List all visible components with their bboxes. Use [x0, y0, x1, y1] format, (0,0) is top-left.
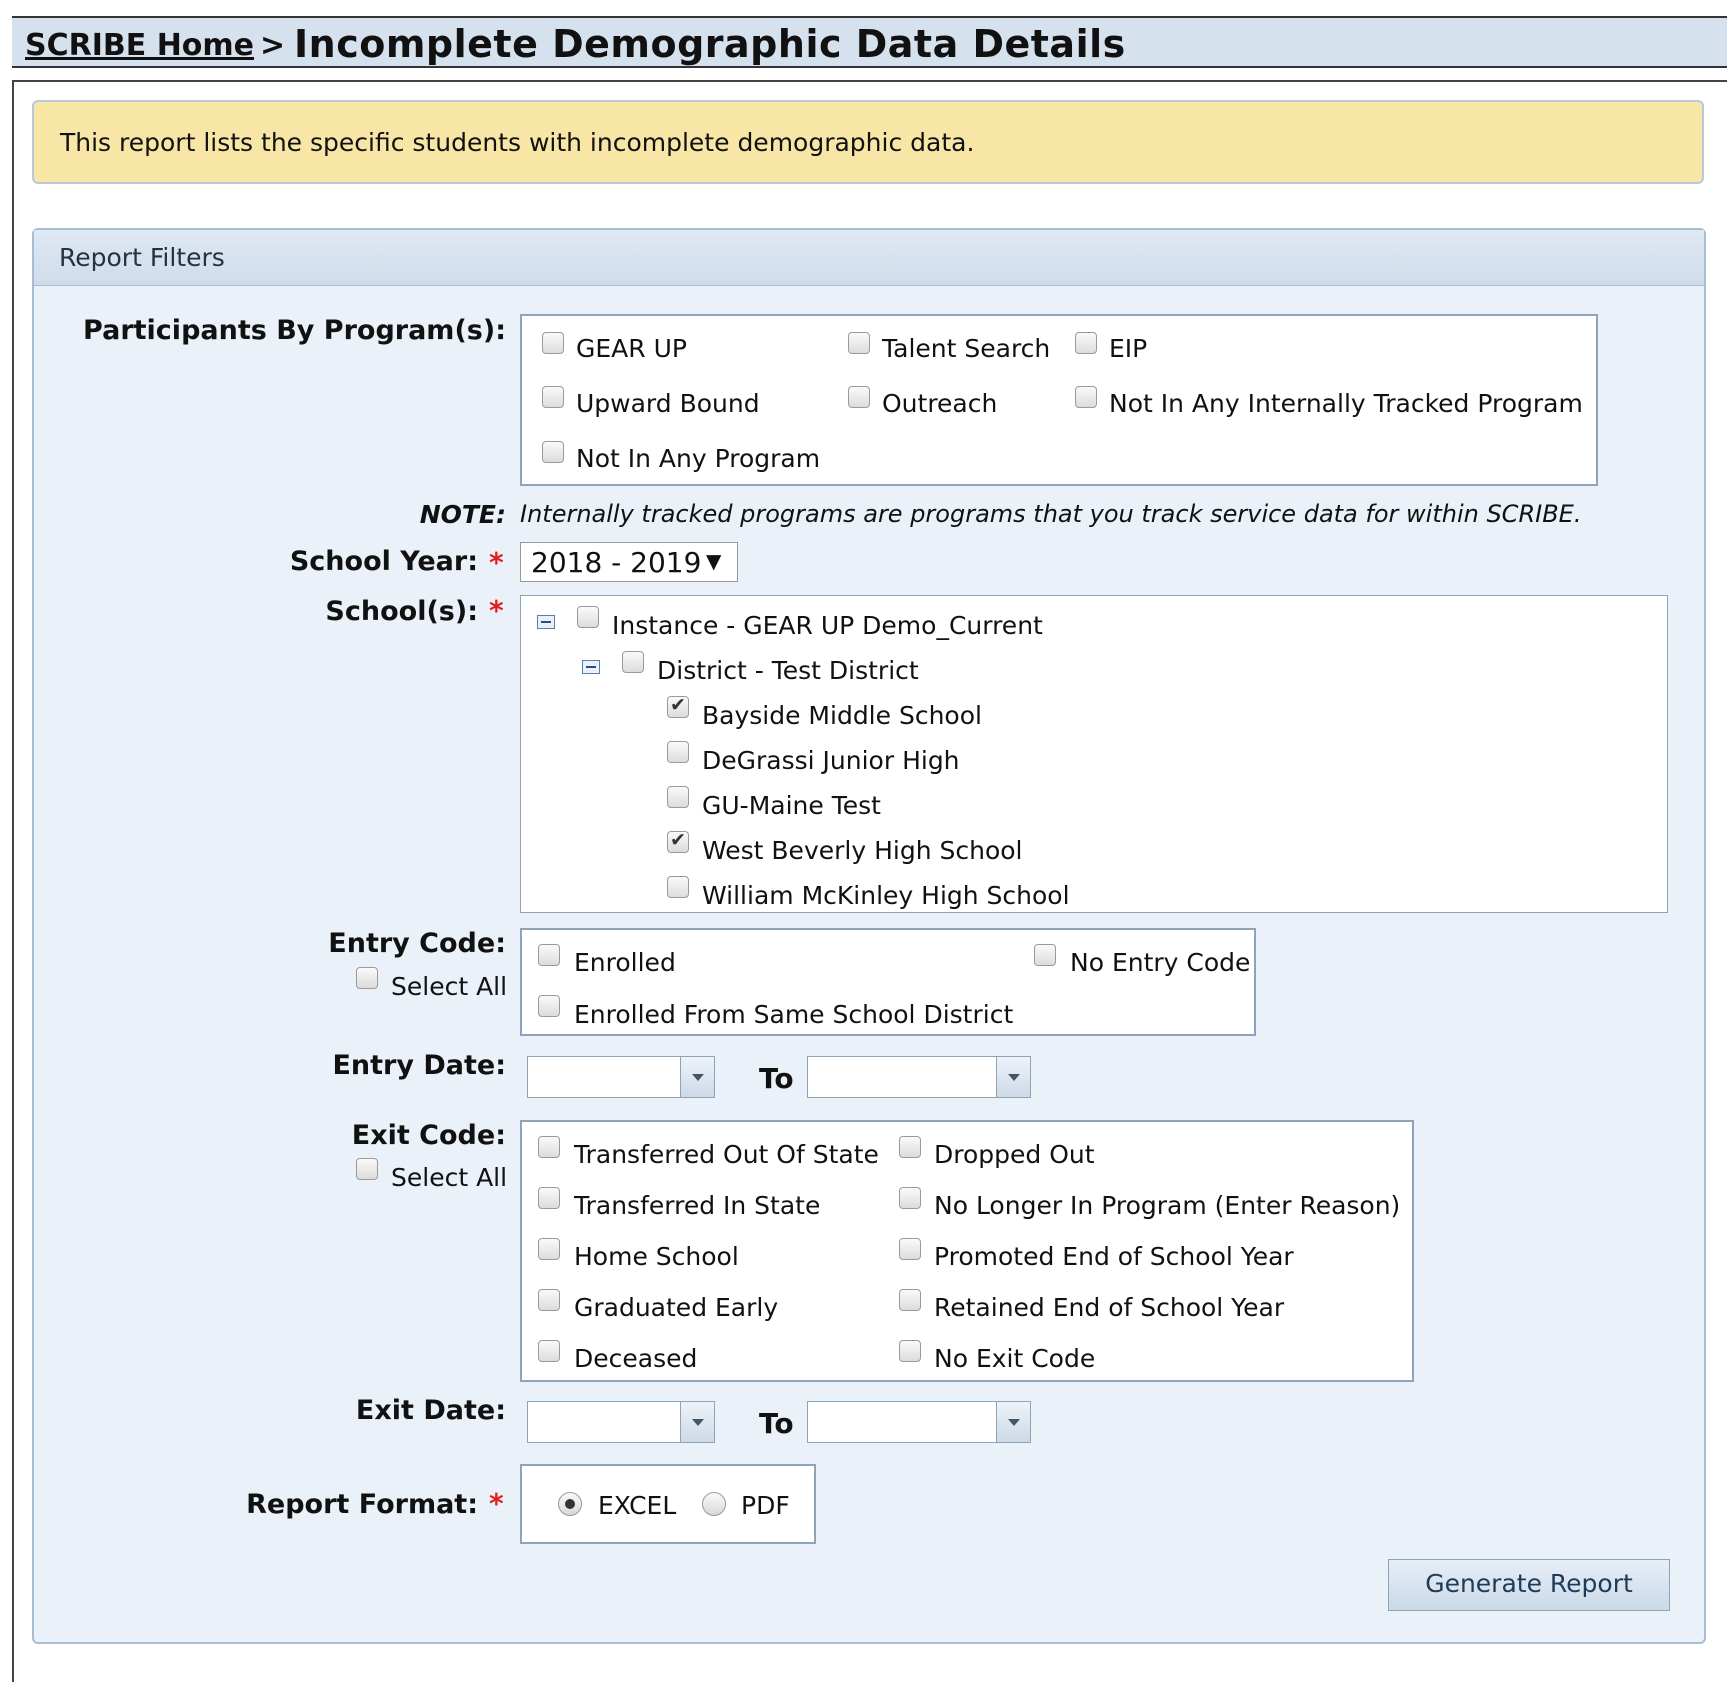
school-year-select[interactable] — [520, 542, 738, 582]
schools-tree — [520, 595, 1668, 913]
entry-code-select-all-label: Select All — [391, 972, 508, 1001]
checkbox-dropped-out[interactable] — [899, 1136, 921, 1158]
tree-school-mckinley: William McKinley High School — [702, 881, 1070, 910]
page-title: Incomplete Demographic Data Details — [294, 22, 1126, 66]
option-not-in-any-program: Not In Any Program — [576, 444, 821, 473]
checkbox-eip[interactable] — [1075, 332, 1097, 354]
tree-district: District - Test District — [657, 656, 919, 685]
option-retained: Retained End of School Year — [934, 1293, 1285, 1322]
checkbox-no-longer-in-program[interactable] — [899, 1187, 921, 1209]
checkbox-no-entry-code[interactable] — [1034, 944, 1056, 966]
report-format-required: * — [489, 1487, 504, 1520]
tree-instance: Instance - GEAR UP Demo_Current — [612, 611, 1043, 640]
entry-date-to-label: To — [759, 1062, 794, 1095]
option-enrolled-same-district: Enrolled From Same School District — [574, 1000, 1014, 1029]
programs-label: Participants By Program(s): — [83, 315, 506, 346]
checkbox-mckinley[interactable] — [667, 876, 689, 898]
exit-date-to-label: To — [759, 1407, 794, 1440]
checkbox-degrassi[interactable] — [667, 741, 689, 763]
checkbox-transferred-in-state[interactable] — [538, 1187, 560, 1209]
checkbox-district[interactable] — [622, 651, 644, 673]
report-format-box — [520, 1464, 816, 1544]
option-not-internally-tracked: Not In Any Internally Tracked Program — [1109, 389, 1583, 418]
option-no-exit-code: No Exit Code — [934, 1344, 1096, 1373]
chevron-down-icon: ▼ — [706, 549, 722, 573]
entry-code-box — [520, 928, 1256, 1036]
checkbox-talent-search[interactable] — [848, 332, 870, 354]
checkbox-bayside[interactable] — [667, 696, 689, 718]
entry-date-from-dropdown-icon[interactable] — [680, 1057, 714, 1097]
exit-date-to-dropdown-icon[interactable] — [996, 1402, 1030, 1442]
tree-school-gu-maine: GU-Maine Test — [702, 791, 881, 820]
note-label: NOTE: — [419, 500, 506, 529]
checkbox-transferred-out-of-state[interactable] — [538, 1136, 560, 1158]
option-upward-bound: Upward Bound — [576, 389, 760, 418]
checkbox-promoted[interactable] — [899, 1238, 921, 1260]
option-no-entry-code: No Entry Code — [1070, 948, 1251, 977]
checkbox-enrolled-same-district[interactable] — [538, 995, 560, 1017]
generate-report-button[interactable]: Generate Report — [1388, 1559, 1670, 1611]
radio-excel[interactable] — [558, 1492, 582, 1516]
checkbox-deceased[interactable] — [538, 1340, 560, 1362]
checkbox-instance[interactable] — [577, 606, 599, 628]
exit-date-from-dropdown-icon[interactable] — [680, 1402, 714, 1442]
exit-code-select-all-label: Select All — [391, 1163, 508, 1192]
checkbox-gu-maine[interactable] — [667, 786, 689, 808]
checkbox-no-exit-code[interactable] — [899, 1340, 921, 1362]
option-outreach: Outreach — [882, 389, 998, 418]
exit-date-label: Exit Date: — [355, 1395, 506, 1426]
checkbox-graduated-early[interactable] — [538, 1289, 560, 1311]
checkbox-enrolled[interactable] — [538, 944, 560, 966]
entry-date-from-input[interactable] — [527, 1056, 715, 1098]
entry-code-label: Entry Code: — [328, 928, 506, 959]
entry-date-label: Entry Date: — [332, 1050, 506, 1081]
option-pdf: PDF — [741, 1491, 790, 1520]
checkbox-outreach[interactable] — [848, 386, 870, 408]
checkbox-west-beverly[interactable] — [667, 831, 689, 853]
option-eip: EIP — [1109, 334, 1148, 363]
option-dropped-out: Dropped Out — [934, 1140, 1095, 1169]
tree-school-bayside: Bayside Middle School — [702, 701, 982, 730]
scribe-home-link[interactable]: SCRIBE Home — [25, 28, 255, 63]
checkbox-upward-bound[interactable] — [542, 386, 564, 408]
report-format-label: Report Format: — [246, 1489, 478, 1520]
option-excel: EXCEL — [598, 1491, 677, 1520]
notice-text: This report lists the specific students with incomplete demographic data. — [60, 128, 975, 157]
tree-school-degrassi: DeGrassi Junior High — [702, 746, 960, 775]
breadcrumb-separator: > — [260, 28, 286, 63]
school-year-label: School Year: — [289, 546, 478, 577]
option-gear-up: GEAR UP — [576, 334, 687, 363]
programs-box — [520, 314, 1598, 486]
option-transferred-in-state: Transferred In State — [574, 1191, 821, 1220]
exit-date-to-input[interactable] — [807, 1401, 1031, 1443]
checkbox-not-internally-tracked[interactable] — [1075, 386, 1097, 408]
note-text: Internally tracked programs are programs that you track service data for within SCRIBE. — [520, 500, 1582, 528]
option-promoted: Promoted End of School Year — [934, 1242, 1294, 1271]
exit-date-from-input[interactable] — [527, 1401, 715, 1443]
schools-label: School(s): — [325, 596, 478, 627]
option-home-school: Home School — [574, 1242, 739, 1271]
title-bar — [12, 16, 1727, 68]
entry-date-to-input[interactable] — [807, 1056, 1031, 1098]
panel-title: Report Filters — [59, 243, 225, 272]
panel-header — [34, 230, 1704, 286]
checkbox-not-in-any-program[interactable] — [542, 441, 564, 463]
option-enrolled: Enrolled — [574, 948, 676, 977]
checkbox-retained[interactable] — [899, 1289, 921, 1311]
option-graduated-early: Graduated Early — [574, 1293, 779, 1322]
checkbox-gear-up[interactable] — [542, 332, 564, 354]
exit-code-box — [520, 1120, 1414, 1382]
entry-code-select-all-checkbox[interactable] — [356, 967, 378, 989]
tree-school-west-beverly: West Beverly High School — [702, 836, 1023, 865]
option-talent-search: Talent Search — [882, 334, 1051, 363]
info-notice — [32, 100, 1704, 184]
exit-code-select-all-checkbox[interactable] — [356, 1158, 378, 1180]
option-transferred-out-of-state: Transferred Out Of State — [574, 1140, 879, 1169]
radio-pdf[interactable] — [702, 1492, 726, 1516]
option-no-longer-in-program: No Longer In Program (Enter Reason) — [934, 1191, 1401, 1220]
school-year-required: * — [489, 546, 504, 579]
collapse-instance-icon[interactable] — [537, 615, 555, 629]
entry-date-to-dropdown-icon[interactable] — [996, 1057, 1030, 1097]
checkbox-home-school[interactable] — [538, 1238, 560, 1260]
schools-required: * — [489, 594, 504, 627]
collapse-district-icon[interactable] — [582, 660, 600, 674]
exit-code-label: Exit Code: — [351, 1120, 506, 1151]
school-year-value: 2018 - 2019 — [531, 546, 702, 579]
option-deceased: Deceased — [574, 1344, 698, 1373]
